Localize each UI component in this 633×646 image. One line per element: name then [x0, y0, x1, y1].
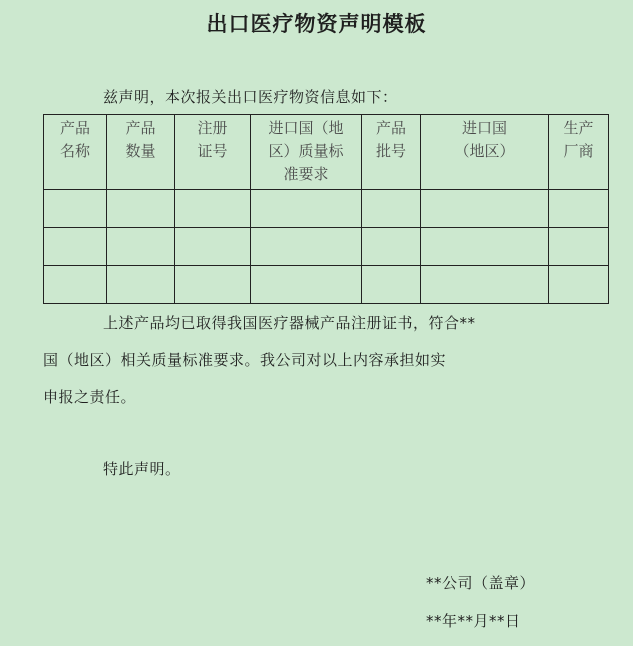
table-cell [549, 190, 609, 228]
declaration-table [43, 114, 609, 304]
table-cell [421, 228, 549, 266]
table-cell [175, 228, 251, 266]
table-cell [251, 266, 362, 304]
closing-text: 特此声明。 [103, 460, 181, 478]
table-cell [549, 266, 609, 304]
header-product-name: 产品 名称 [44, 115, 107, 190]
table-cell [362, 190, 421, 228]
table-header-row [44, 115, 609, 190]
table-cell [44, 190, 107, 228]
header-import-country: 进口国 （地区） [421, 115, 549, 190]
table-cell [175, 190, 251, 228]
table-cell [421, 266, 549, 304]
header-batch-number: 产品 批号 [362, 115, 421, 190]
header-manufacturer: 生产 厂商 [549, 115, 609, 190]
table-cell [549, 228, 609, 266]
statement-line-3: 申报之责任。 [43, 388, 137, 406]
signature-date: **年**月**日 [426, 612, 521, 630]
signature-company: **公司（盖章） [426, 574, 536, 592]
table-cell [362, 228, 421, 266]
table-row [44, 228, 609, 266]
document-title: 出口医疗物资声明模板 [206, 12, 427, 36]
table-cell [44, 228, 107, 266]
header-quality-standard: 进口国（地 区）质量标 准要求 [251, 115, 362, 190]
table-cell [362, 266, 421, 304]
table-row [44, 266, 609, 304]
intro-text: 兹声明，本次报关出口医疗物资信息如下： [103, 88, 398, 106]
statement-line-2: 国（地区）相关质量标准要求。我公司对以上内容承担如实 [43, 351, 447, 369]
table-cell [421, 190, 549, 228]
statement-line-1: 上述产品均已取得我国医疗器械产品注册证书，符合** [103, 314, 476, 332]
table-row [44, 190, 609, 228]
table-cell [44, 266, 107, 304]
header-registration-number: 注册 证号 [175, 115, 251, 190]
table-cell [107, 266, 175, 304]
table-cell [107, 228, 175, 266]
table-cell [251, 228, 362, 266]
table-cell [175, 266, 251, 304]
table-cell [251, 190, 362, 228]
table-cell [107, 190, 175, 228]
header-product-quantity: 产品 数量 [107, 115, 175, 190]
